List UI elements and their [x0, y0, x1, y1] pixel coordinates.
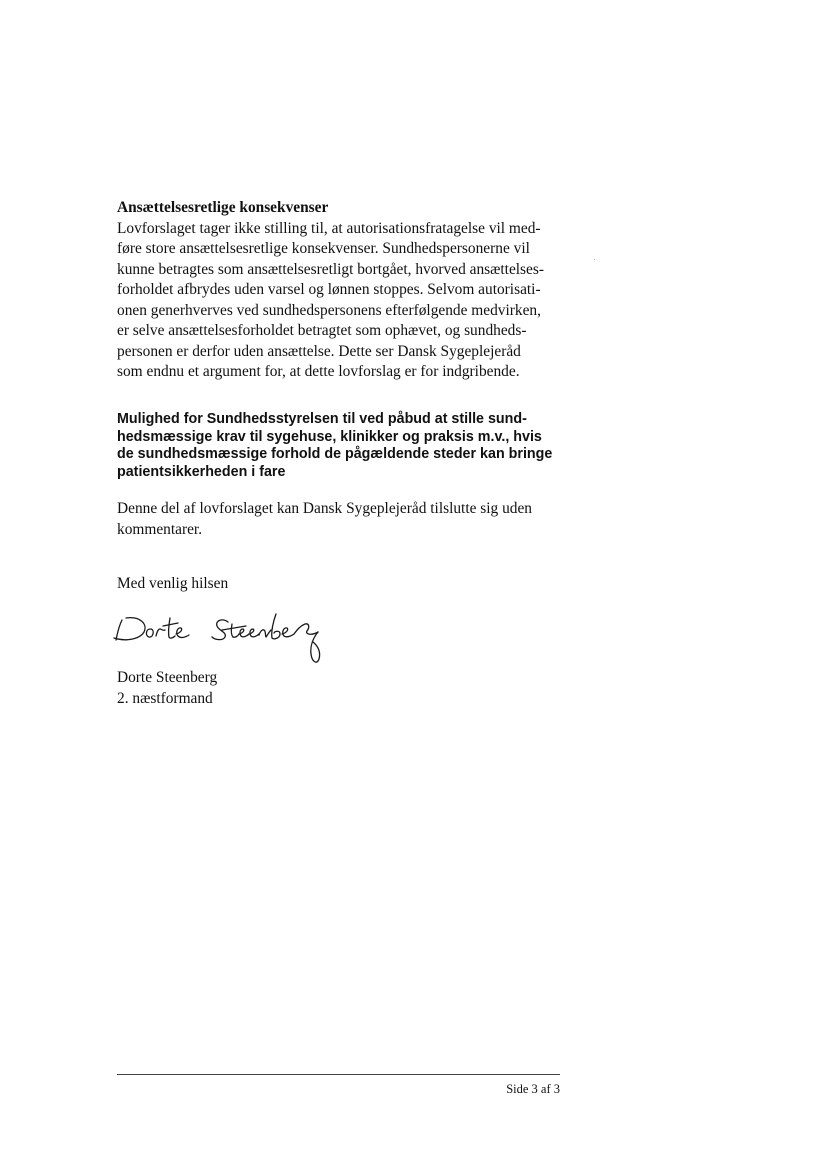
signer-name: Dorte Steenberg	[117, 669, 218, 686]
closing-greeting	[117, 574, 228, 595]
section-injunction-body	[117, 499, 587, 540]
heading-line: Mulighed for Sundhedsstyrelsen til ved påbud at stille sund-	[117, 411, 527, 427]
body-line: forholdet afbrydes uden varsel og lønnen stoppes. Selvom autorisati-	[117, 281, 541, 298]
page-number: Side 3 af 3	[506, 1082, 560, 1096]
section-heading-injunction	[117, 411, 587, 481]
body-line: føre store ansættelsesretlige konsekvenser. Sundhedspersonerne vil	[117, 240, 530, 257]
heading-line: patientsikkerheden i fare	[117, 463, 286, 480]
handwritten-signature	[112, 602, 342, 670]
body-line: Lovforslaget tager ikke stilling til, at autorisationsfratagelse vil med-	[117, 219, 541, 237]
body-line: er selve ansættelsesforholdet betragtet som ophævet, og sundheds-	[117, 322, 527, 339]
body-line: som endnu et argument for, at dette lovforslag er for indgribende.	[117, 363, 520, 380]
section-heading: Ansættelsesretlige konsekvenser	[117, 199, 329, 216]
footer-divider	[117, 1074, 560, 1075]
heading-line: de sundhedsmæssige forhold de pågældende steder kan bringe	[117, 446, 553, 462]
body-line: personen er derfor uden ansættelse. Dette ser Dansk Sygeplejeråd	[117, 342, 521, 360]
body-line: kunne betragtes som ansættelsesretligt bortgået, hvorved ansættelses-	[117, 260, 544, 278]
body-line: kommentarer.	[117, 520, 203, 538]
signer-title: 2. næstformand	[117, 689, 213, 707]
body-line: Denne del af lovforslaget kan Dansk Sygeplejeråd tilslutte sig uden	[117, 500, 533, 517]
signer-block	[117, 668, 217, 709]
heading-line: hedsmæssige krav til sygehuse, klinikker og praksis m.v., hvis	[117, 428, 542, 445]
greeting-text: Med venlig hilsen	[117, 575, 229, 592]
scan-speck	[594, 259, 595, 260]
section-employment-consequences	[117, 198, 587, 383]
body-line: onen generhverves ved sundhedspersonens efterfølgende medvirken,	[117, 301, 541, 319]
